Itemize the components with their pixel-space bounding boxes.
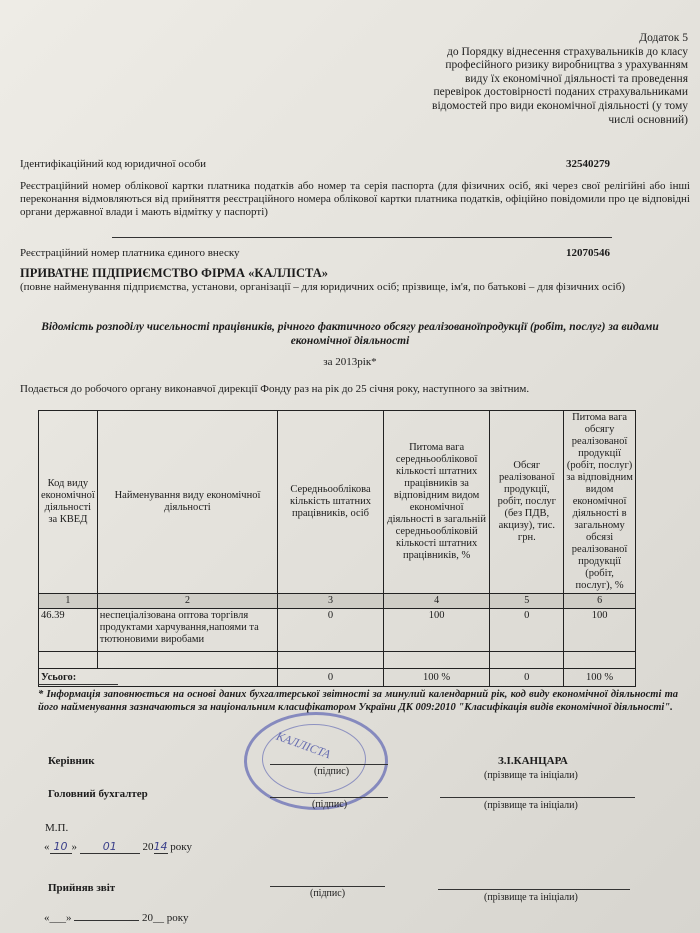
appendix-block xyxy=(395,32,688,127)
date-line: « 10 » 01 2014 року xyxy=(44,840,192,853)
registration-note: Реєстраційний номер облікової картки платника податків або номер та серія паспорта (для фізичних осіб, які через свої релігійні або інші переконання відмовляються від прийняття реєстраційного номера облікової картки платника податків, офіційно повідомили про це відповідні органи державної влади і мають відмітку у паспорті) xyxy=(20,180,690,218)
appendix-title: Додаток 5 xyxy=(639,32,688,44)
appendix-line: відомостей про види економічної діяльності (у тому xyxy=(432,99,688,112)
header-kved-code: Код виду економічної діяльності за КВЕД xyxy=(39,411,98,594)
appendix-line: виду їх економічної діяльності та проведення xyxy=(464,72,688,85)
footnote: * Інформація заповнюється на основі даних бухгалтерської звітності за минулий календарний рік, код виду економічної діяльності та його найменування зазначаються за національним класифікатором України ДК 009:2010 "Класифікація видів економічної діяльності". xyxy=(38,689,678,713)
activity-table xyxy=(38,410,636,687)
cell-sales-volume: 0 xyxy=(490,609,564,652)
company-name-note: (повне найменування підприємства, установи, організації – для юридичних осіб; прізвище, ім'я, по батькові – для фізичних осіб) xyxy=(20,281,625,293)
total-sales-volume: 0 xyxy=(490,669,564,687)
total-label: Усього: xyxy=(39,669,278,687)
appendix-line: числі основний) xyxy=(608,113,688,126)
single-contribution-value: 12070546 xyxy=(566,247,610,259)
submission-note: Подається до робочого органу виконавчої дирекції Фонду раз на рік до 25 січня року, наступного за звітним. xyxy=(20,383,530,395)
table-header-row xyxy=(39,411,636,594)
year-line: за 2013рік* xyxy=(323,356,377,368)
column-number: 5 xyxy=(490,594,564,609)
accountant-name-caption: (прізвище та ініціали) xyxy=(484,800,578,811)
cell-kved-code: 46.39 xyxy=(39,609,98,652)
legal-code-label: Ідентифікаційний код юридичної особи xyxy=(20,158,206,170)
header-activity-name: Найменування виду економічної діяльності xyxy=(97,411,277,594)
cell-sales-share: 100 xyxy=(564,609,636,652)
accountant-name-line xyxy=(440,797,635,798)
head-signature-line xyxy=(270,764,388,765)
date-year: 14 xyxy=(153,840,168,853)
header-employee-share: Питома вага середньооблікової кількості штатних працівників за відповідним видом економічної діяльності в загальній середньообліковій кількості штатних працівників, % xyxy=(383,411,490,594)
footnote-rule xyxy=(38,684,118,685)
accountant-label: Головний бухгалтер xyxy=(48,788,148,800)
column-number: 3 xyxy=(278,594,384,609)
table-total-row xyxy=(39,669,636,687)
statement-title: Відомість розподілу чисельності працівників, річного фактичного обсягу реалізованоїпродукції (робіт, послуг) за видами економічної діяльності xyxy=(41,321,659,347)
table-row-empty xyxy=(39,652,636,669)
accepted-signature-caption: (підпис) xyxy=(310,888,346,899)
cell-activity-name: неспеціалізована оптова торгівля продуктами харчування,напоями та тютюновими виробами xyxy=(97,609,277,652)
head-label: Керівник xyxy=(48,755,95,767)
column-number: 6 xyxy=(564,594,636,609)
head-signature-caption: (підпис) xyxy=(314,766,350,777)
total-sales-share: 100 % xyxy=(564,669,636,687)
accountant-signature-line xyxy=(270,797,388,798)
cell-avg-employees: 0 xyxy=(278,609,384,652)
column-number-row xyxy=(39,594,636,609)
accepted-name-caption: (прізвище та ініціали) xyxy=(484,892,578,903)
stamp-place-label: М.П. xyxy=(45,822,69,834)
total-employees: 0 xyxy=(278,669,384,687)
head-name-caption: (прізвище та ініціали) xyxy=(484,770,578,781)
column-number: 2 xyxy=(97,594,277,609)
appendix-line: до Порядку віднесення страхувальників до класу xyxy=(447,45,688,58)
single-contribution-label: Реєстраційний номер платника єдиного внеску xyxy=(20,247,240,259)
header-avg-employees: Середньооблікова кількість штатних працівників, осіб xyxy=(278,411,384,594)
cell-employee-share: 100 xyxy=(383,609,490,652)
legal-code-value: 32540279 xyxy=(566,158,610,170)
stamp-text: КАЛЛІСТА xyxy=(274,728,333,762)
accepted-label: Прийняв звіт xyxy=(48,882,116,894)
blank-date-line: «___» 20__ року xyxy=(44,912,189,924)
accepted-signature-line xyxy=(270,886,385,887)
accepted-name-line xyxy=(438,889,630,890)
column-number: 4 xyxy=(383,594,490,609)
table-row xyxy=(39,609,636,652)
column-number: 1 xyxy=(39,594,98,609)
company-name: ПРИВАТНЕ ПІДПРИЄМСТВО ФІРМА «КАЛЛІСТА» xyxy=(20,266,328,280)
passport-line xyxy=(112,237,612,238)
appendix-line: перевірок достовірності поданих страхувальниками xyxy=(433,86,688,99)
accountant-signature-caption: (підпис) xyxy=(312,799,348,810)
date-day: 10 xyxy=(50,840,72,854)
total-employee-share: 100 % xyxy=(383,669,490,687)
date-month: 01 xyxy=(80,840,140,854)
header-sales-share: Питома вага обсягу реалізованої продукції (робіт, послуг) за відповідним видом економічної діяльності в загальному обсязі реалізованої продукції (робіт, послуг), % xyxy=(564,411,636,594)
head-name: З.І.КАНЦАРА xyxy=(498,755,568,767)
appendix-line: професійного ризику виробництва з урахуванням xyxy=(445,59,688,72)
header-sales-volume: Обсяг реалізованої продукції, робіт, послуг (без ПДВ, акцизу), тис. грн. xyxy=(490,411,564,594)
